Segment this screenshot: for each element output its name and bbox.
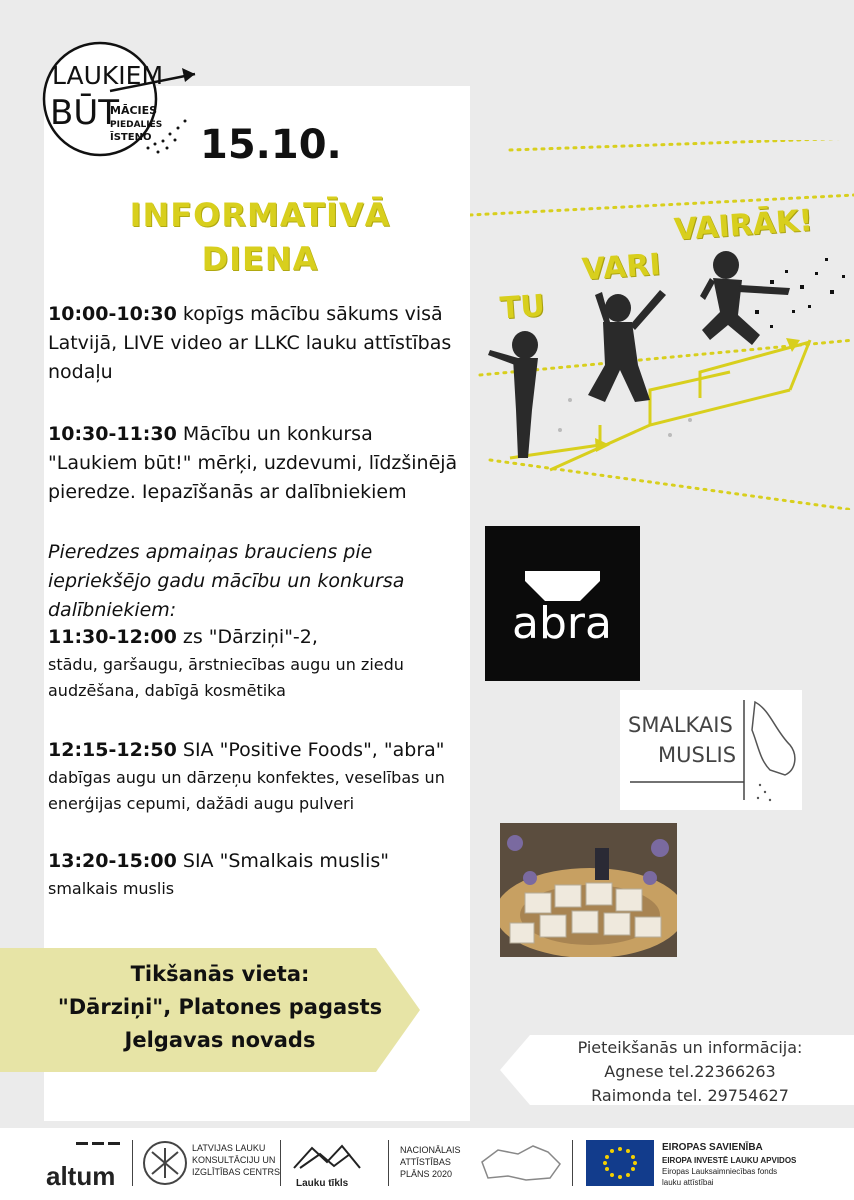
nap-line2: ATTĪSTĪBAS: [400, 1157, 451, 1167]
altum-logo: [46, 1140, 126, 1192]
nap-line1: NACIONĀLAIS: [400, 1145, 461, 1155]
schedule-text: SIA "Smalkais muslis": [176, 850, 389, 872]
logo-sub1: MĀCIES: [110, 104, 158, 117]
meeting-line1: Tikšanās vieta:: [130, 962, 310, 986]
eu-line3: Eiropas Lauksaimniecības fonds: [662, 1167, 778, 1176]
nap-line3: PLĀNS 2020: [400, 1169, 453, 1179]
smalkais-line2: MUSLIS: [658, 743, 737, 767]
contact-line3: Raimonda tel. 29754627: [591, 1086, 789, 1105]
logo-line1: LAUKIEM: [52, 61, 164, 90]
footer-divider: [572, 1140, 573, 1186]
footer-divider: [388, 1140, 389, 1186]
event-date: 15.10.: [200, 122, 342, 168]
schedule-text: SIA "Positive Foods", "abra": [176, 739, 445, 761]
contact-line2: Agnese tel.22366263: [604, 1062, 776, 1081]
jump-word-2: VARI: [580, 247, 662, 288]
logo-sub3: ĪSTENO: [110, 132, 152, 143]
schedule-time: 10:00-10:30: [48, 303, 177, 325]
schedule-text: kopīgs mācību sākums visā Latvijā, LIVE video ar LLKC lauku attīstības nodaļu: [48, 303, 452, 383]
schedule-time: 12:15-12:50: [48, 739, 177, 761]
abra-logo: [485, 526, 640, 681]
contact-info: [540, 1036, 840, 1108]
footer-divider: [280, 1140, 281, 1186]
llkc-line3: IZGLĪTĪBAS CENTRS: [192, 1167, 281, 1177]
eu-flag-icon: [586, 1140, 654, 1186]
schedule-text: Mācību un konkursa "Laukiem būt!" mērķi, uzdevumi, līdzšinējā pieredze. Iepazīšanās ar dalībniekiem: [48, 423, 458, 503]
schedule-text: zs "Dārziņi"-2,: [176, 626, 318, 648]
schedule-item-2: [48, 420, 468, 507]
meeting-line3: Jelgavas novads: [124, 1028, 316, 1052]
jump-word-3: VAIRĀK!: [672, 203, 814, 248]
footer-divider: [132, 1140, 133, 1186]
jump-word-1: TU: [498, 288, 546, 327]
jumping-people-illustration: [470, 140, 854, 510]
heading-line2: DIENA: [201, 240, 319, 278]
altum-text: altum: [46, 1161, 116, 1191]
logo-sub2: PIEDALIES: [110, 120, 163, 130]
meeting-line2: "Dārziņi", Platones pagasts: [57, 995, 383, 1019]
meeting-place: [20, 958, 420, 1057]
schedule-desc: smalkais muslis: [48, 879, 175, 898]
llkc-text: [192, 1142, 280, 1178]
lauku-tikls-logo: [292, 1140, 362, 1189]
schedule-desc: dabīgas augu un dārzeņu konfektes, veselības un enerģijas cepumi, dažādi augu pulveri: [48, 768, 445, 813]
schedule-time: 13:20-15:00: [48, 850, 177, 872]
contact-line1: Pieteikšanās un informācija:: [577, 1038, 803, 1057]
lauku-tikls-text: Lauku tīkls: [296, 1178, 349, 1189]
eu-line2: EIROPA INVESTĒ LAUKU APVIDOS: [662, 1156, 797, 1165]
laukiem-but-logo: [30, 36, 205, 166]
eu-text: [662, 1142, 796, 1188]
schedule-item-3: [48, 623, 468, 704]
eu-line1: EIROPAS SAVIENĪBA: [662, 1142, 763, 1153]
smalkais-line1: SMALKAIS: [628, 713, 733, 737]
latvia-map-icon: [478, 1140, 563, 1190]
schedule-item-1: [48, 300, 468, 387]
nap-text: [400, 1144, 461, 1180]
schedule-time: 11:30-12:00: [48, 626, 177, 648]
llkc-line2: KONSULTĀCIJU UN: [192, 1155, 276, 1165]
schedule-time: 10:30-11:30: [48, 423, 177, 445]
schedule-desc: stādu, garšaugu, ārstniecības augu un ziedu audzēšana, dabīgā kosmētika: [48, 655, 404, 700]
heading-line1: INFORMATĪVĀ: [129, 196, 391, 234]
llkc-logo: [142, 1140, 188, 1190]
schedule-item-4: [48, 736, 468, 817]
abra-text: abra: [512, 598, 612, 649]
schedule-item-5: [48, 847, 468, 902]
logo-line2: BŪT: [50, 93, 119, 133]
smalkais-muslis-logo: [620, 690, 802, 810]
llkc-line1: LATVIJAS LAUKU: [192, 1143, 266, 1153]
product-photo: [500, 823, 677, 957]
eu-line4: lauku attīstībai: [662, 1178, 714, 1187]
visit-intro: Pieredzes apmaiņas brauciens pie iepriekšējo gadu mācību un konkursa dalībniekiem:: [48, 541, 405, 621]
